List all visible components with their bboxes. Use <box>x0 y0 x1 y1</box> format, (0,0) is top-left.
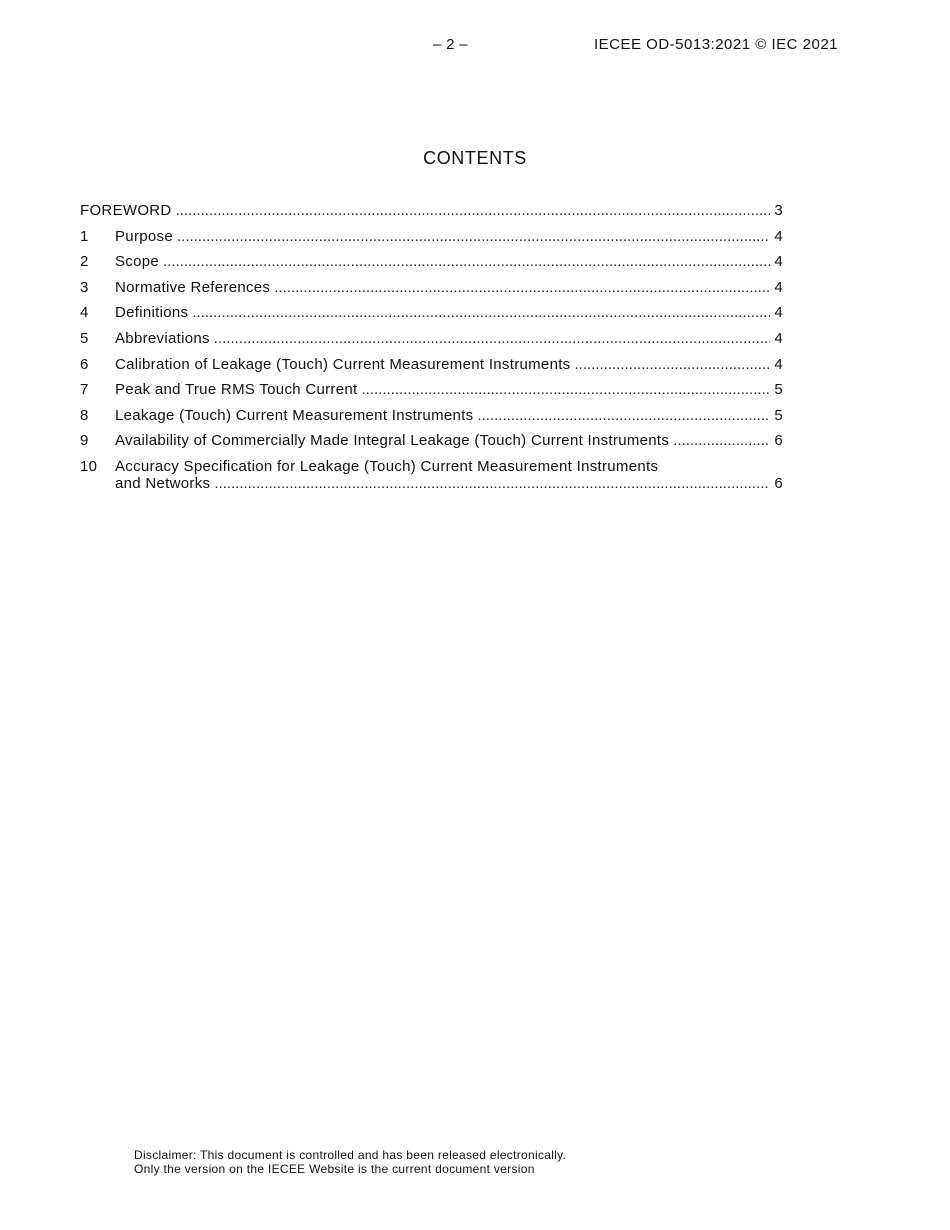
toc-entry-number: 7 <box>80 381 89 399</box>
toc-entry-number: 5 <box>80 329 89 347</box>
toc-entry-2[interactable] <box>80 253 783 279</box>
toc-entry-page: 6 <box>774 474 783 492</box>
disclaimer-line: Only the version on the IECEE Website is the current document version <box>134 1162 535 1176</box>
toc-entry-page: 4 <box>774 304 783 322</box>
toc-entry-title: FOREWORD <box>80 202 176 219</box>
toc-entry-3[interactable] <box>80 279 783 305</box>
toc-entry-foreword[interactable] <box>80 202 783 228</box>
toc-entry-number: 8 <box>80 406 89 424</box>
toc-entry-title: Normative References <box>115 279 274 296</box>
toc-entry-number: 9 <box>80 432 89 450</box>
dot-leader <box>214 330 771 347</box>
toc-entry-title: Peak and True RMS Touch Current <box>115 381 361 398</box>
dot-leader <box>574 356 770 373</box>
toc-entry-number: 4 <box>80 304 89 322</box>
toc-entry-7[interactable] <box>80 381 783 407</box>
toc-entry-page: 4 <box>774 253 783 271</box>
toc-entry-title: Purpose <box>115 228 177 245</box>
dot-leader <box>176 202 771 219</box>
dot-leader <box>163 253 770 270</box>
toc-entry-page: 6 <box>774 432 783 450</box>
toc-entry-title: Abbreviations <box>115 330 214 347</box>
toc-entry-8[interactable] <box>80 407 783 433</box>
toc-entry-number: 6 <box>80 355 89 373</box>
document-identifier: IECEE OD-5013:2021 © IEC 2021 <box>594 36 839 53</box>
toc-entry-number: 3 <box>80 278 89 296</box>
toc-entry-title: Availability of Commercially Made Integral Leakage (Touch) Current Instruments <box>115 432 673 449</box>
dot-leader <box>274 279 770 296</box>
toc-entry-page: 4 <box>774 329 783 347</box>
dot-leader <box>177 228 770 245</box>
toc-entry-1[interactable] <box>80 228 783 254</box>
dot-leader <box>214 475 770 492</box>
toc-entry-title-continued: and Networks <box>115 475 214 492</box>
toc-entry-title: Leakage (Touch) Current Measurement Instruments <box>115 407 477 424</box>
dot-leader <box>361 381 770 398</box>
toc-entry-title: Scope <box>115 253 163 270</box>
dot-leader <box>673 432 770 449</box>
table-of-contents <box>80 202 783 498</box>
toc-entry-title: Calibration of Leakage (Touch) Current Measurement Instruments <box>115 356 574 373</box>
toc-entry-page: 4 <box>774 278 783 296</box>
dot-leader <box>477 407 770 424</box>
toc-entry-10[interactable] <box>80 458 783 498</box>
disclaimer <box>134 1148 566 1176</box>
toc-entry-5[interactable] <box>80 330 783 356</box>
toc-entry-number: 1 <box>80 227 89 245</box>
toc-entry-page: 5 <box>774 381 783 399</box>
toc-entry-page: 4 <box>774 227 783 245</box>
toc-entry-title: Definitions <box>115 304 192 321</box>
contents-heading: CONTENTS <box>423 148 527 168</box>
toc-entry-6[interactable] <box>80 356 783 382</box>
disclaimer-line: Disclaimer: This document is controlled and has been released electronically. <box>134 1148 567 1162</box>
toc-entry-page: 4 <box>774 355 783 373</box>
toc-entry-page: 5 <box>774 406 783 424</box>
toc-entry-page: 3 <box>774 202 783 219</box>
dot-leader <box>192 304 770 321</box>
toc-entry-number: 10 <box>80 457 98 475</box>
toc-entry-4[interactable] <box>80 304 783 330</box>
toc-entry-9[interactable] <box>80 432 783 458</box>
toc-entry-number: 2 <box>80 253 89 271</box>
toc-entry-title: Accuracy Specification for Leakage (Touch) Current Measurement Instruments <box>115 458 662 475</box>
page-number: – 2 – <box>433 36 468 53</box>
